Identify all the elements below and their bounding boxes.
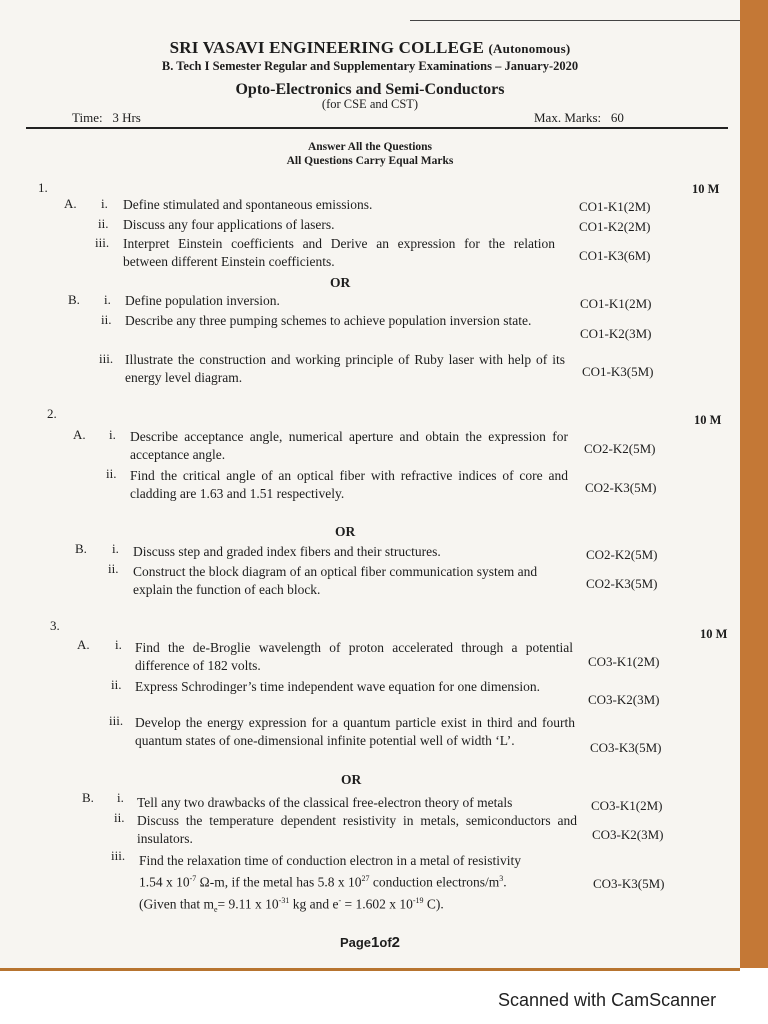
- part-label: B.: [82, 790, 94, 805]
- course-outcome: CO3-K2(3M): [592, 827, 664, 842]
- superscript: -7: [189, 874, 197, 883]
- college-title: SRI VASAVI ENGINEERING COLLEGE: [169, 38, 485, 57]
- text-span: = 1.602 x 10: [341, 896, 413, 911]
- item-number: ii.: [111, 677, 122, 692]
- branch-label: (for CSE and CST): [321, 97, 419, 111]
- question-text: Find the critical angle of an optical fiber with refractive indices of core and cladding are 1.63 and 1.51 respectively.: [130, 468, 568, 501]
- question-number: 1.: [38, 180, 48, 195]
- exam-title: B. Tech I Semester Regular and Supplementary Examinations – January-2020: [161, 59, 579, 73]
- superscript: -31: [278, 895, 290, 905]
- question-text: Develop the energy expression for a quantum particle exist in third and fourth quantum states of one-dimensional infinite potential well of width ‘L’.: [135, 715, 575, 748]
- item-number: ii.: [108, 561, 119, 576]
- item-number: i.: [101, 196, 108, 211]
- camscanner-watermark: Scanned with CamScanner: [498, 990, 717, 1010]
- page-total: 2: [391, 934, 401, 951]
- item-number: iii.: [111, 848, 126, 863]
- superscript: 27: [361, 874, 370, 883]
- page-of-label: of: [379, 935, 392, 950]
- text-span: Ω-m, if the metal has 5.8 x 10: [196, 874, 362, 890]
- course-outcome: CO2-K3(5M): [586, 576, 658, 591]
- item-number: ii.: [101, 312, 112, 327]
- part-label: B.: [68, 292, 80, 307]
- text-span: 1.54 x 10: [139, 874, 190, 890]
- question-text: Tell any two drawbacks of the classical free-electron theory of metals: [137, 795, 513, 810]
- course-outcome: CO1-K3(5M): [582, 364, 654, 379]
- part-label: A.: [73, 427, 86, 442]
- question-text: Describe any three pumping schemes to achieve population inversion state.: [125, 313, 532, 328]
- question-marks: 10 M: [692, 182, 720, 196]
- time-info: [72, 110, 141, 126]
- question-marks: 10 M: [694, 413, 722, 427]
- question-text: Illustrate the construction and working principle of Ruby laser with help of its energy level diagram.: [125, 352, 565, 385]
- superscript: -19: [412, 895, 424, 905]
- question-text: Discuss any four applications of lasers.: [123, 217, 335, 232]
- question-text: Describe acceptance angle, numerical aperture and obtain the expression for acceptance angle.: [130, 429, 568, 462]
- course-outcome: CO1-K1(2M): [580, 296, 652, 311]
- course-outcome: CO2-K2(5M): [584, 441, 656, 456]
- text-span: kg and e: [289, 896, 339, 911]
- course-outcome: CO3-K1(2M): [591, 798, 663, 813]
- question-text-line: [139, 870, 579, 892]
- subscript: e: [213, 904, 218, 914]
- time-value: 3 Hrs: [112, 110, 141, 125]
- course-outcome: CO3-K2(3M): [588, 692, 660, 707]
- top-rule: [410, 20, 740, 21]
- question-text: Interpret Einstein coefficients and Derive an expression for the relation between different Einstein coefficients.: [123, 236, 555, 269]
- header-rule: [26, 127, 728, 129]
- item-number: iii.: [109, 713, 124, 728]
- subject-title: Opto-Electronics and Semi-Conductors: [235, 81, 505, 98]
- text-span: conduction electrons/m: [369, 874, 500, 890]
- course-outcome: CO1-K2(2M): [579, 219, 651, 234]
- instruction-line: Answer All the Questions: [307, 141, 433, 153]
- item-number: iii.: [99, 351, 114, 366]
- question-text: Express Schrodinger’s time independent wave equation for one dimension.: [135, 679, 541, 694]
- course-outcome: CO3-K3(5M): [590, 740, 662, 755]
- question-number: 2.: [47, 406, 57, 421]
- question-marks: 10 M: [700, 627, 728, 641]
- item-number: ii.: [106, 466, 117, 481]
- course-outcome: CO2-K2(5M): [586, 547, 658, 562]
- question-text: Discuss the temperature dependent resistivity in metals, semiconductors and insulators.: [137, 813, 577, 846]
- or-separator: OR: [330, 275, 351, 290]
- superscript: 3: [499, 874, 504, 883]
- question-text-line: [139, 892, 579, 919]
- item-number: i.: [112, 541, 119, 556]
- text-span: C).: [423, 896, 444, 911]
- item-number: ii.: [114, 810, 125, 825]
- page-label: Page: [339, 935, 372, 950]
- instruction-line: All Questions Carry Equal Marks: [286, 155, 454, 167]
- course-outcome: CO3-K3(5M): [593, 876, 665, 891]
- question-text: [139, 852, 579, 919]
- part-label: A.: [64, 196, 77, 211]
- autonomous-label: (Autonomous): [488, 41, 571, 56]
- marks-label: Max. Marks:: [534, 110, 602, 125]
- question-text: Discuss step and graded index fibers and their structures.: [133, 544, 441, 559]
- item-number: ii.: [98, 216, 109, 231]
- text-span: .: [503, 874, 507, 890]
- marks-value: 60: [610, 110, 624, 125]
- course-outcome: CO2-K3(5M): [585, 480, 657, 495]
- max-marks-info: [534, 110, 624, 126]
- part-label: B.: [75, 541, 87, 556]
- or-separator: OR: [335, 524, 356, 539]
- page-number: [0, 934, 740, 951]
- college-name: [0, 38, 740, 58]
- question-text-line: Find the relaxation time of conduction electron in a metal of resistivity: [139, 853, 522, 868]
- course-outcome: CO1-K2(3M): [580, 326, 652, 341]
- superscript: -: [338, 895, 342, 905]
- time-label: Time:: [72, 110, 103, 125]
- item-number: i.: [115, 637, 122, 652]
- text-span: = 9.11 x 10: [217, 896, 279, 911]
- course-outcome: CO3-K1(2M): [588, 654, 660, 669]
- item-number: i.: [117, 790, 124, 805]
- text-span: (Given that m: [139, 896, 214, 911]
- question-number: 3.: [50, 618, 60, 633]
- course-outcome: CO1-K3(6M): [579, 248, 651, 263]
- item-number: i.: [104, 292, 111, 307]
- course-outcome: CO1-K1(2M): [579, 199, 651, 214]
- item-number: iii.: [95, 235, 110, 250]
- item-number: i.: [109, 427, 116, 442]
- desk-edge: [740, 0, 768, 968]
- or-separator: OR: [341, 772, 362, 787]
- question-text: Define population inversion.: [125, 293, 280, 308]
- part-label: A.: [77, 637, 90, 652]
- page-current: 1: [371, 934, 380, 951]
- question-text: Find the de-Broglie wavelength of proton accelerated through a potential difference of 182 volts.: [135, 640, 573, 673]
- question-text: Define stimulated and spontaneous emissions.: [123, 197, 373, 212]
- question-text: Construct the block diagram of an optical fiber communication system and explain the function of each block.: [133, 564, 538, 597]
